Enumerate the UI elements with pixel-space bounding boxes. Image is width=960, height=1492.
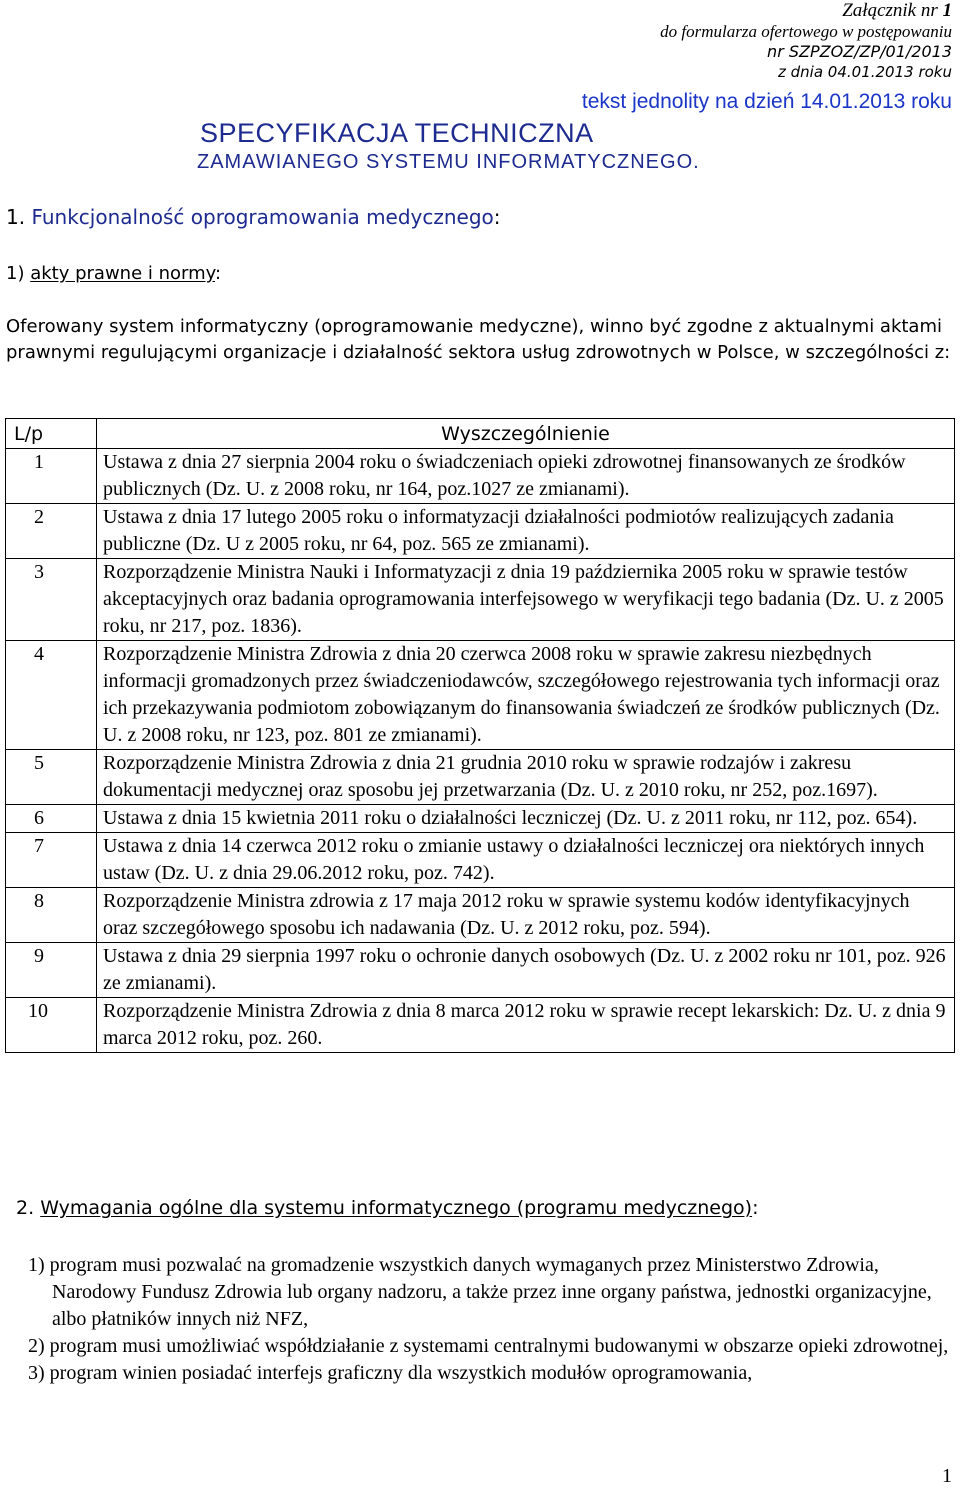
row-text: Ustawa z dnia 27 sierpnia 2004 roku o świadczeniach opieki zdrowotnej finansowanych ze środków publicznych (Dz. U. z 2008 roku, nr 164, poz.1027 ze zmianami). [97,449,955,504]
section1-colon: : [493,205,501,229]
subheading-colon: : [215,263,222,284]
row-text: Ustawa z dnia 17 lutego 2005 roku o informatyzacji działalności podmiotów realizujących zadania publiczne (Dz. U z 2005 roku, nr 64, poz. 565 ze zmianami). [97,504,955,559]
table-row [6,805,955,833]
section1-intro: Oferowany system informatyczny (oprogramowanie medyczne), winno być zgodne z aktualnymi aktami prawnymi regulującymi organizacje i działalność sektora usług zdrowotnych w Polsce, w szczególności z: [6,316,951,363]
list-item: 1) program musi pozwalać na gromadzenie wszystkich danych wymaganych przez Ministerstwo Zdrowia, Narodowy Fundusz Zdrowia lub organy nadzoru, a także przez inne organy państwa, jednostki organizacyjne, albo płatników innych niż NFZ, [28,1254,932,1330]
section1-heading [6,205,501,229]
table-row [6,449,955,504]
row-number: 6 [6,805,97,833]
row-number: 10 [6,998,97,1053]
row-text: Rozporządzenie Ministra Nauki i Informatyzacji z dnia 19 października 2005 roku w sprawie testów akceptacyjnych oraz badania oprogramowania interfejsowego w weryfikacji tego badania (Dz. U. z 2005 roku, nr 217, poz. 1836). [97,559,955,641]
row-text: Ustawa z dnia 14 czerwca 2012 roku o zmianie ustawy o działalności leczniczej ora niektórych innych ustaw (Dz. U. z dnia 29.06.2012 roku, poz. 742). [97,833,955,888]
table-row [6,998,955,1053]
row-text: Rozporządzenie Ministra Zdrowia z dnia 21 grudnia 2010 roku w sprawie rodzajów i zakresu dokumentacji medycznej oraz sposobu jej przetwarzania (Dz. U. z 2010 roku, nr 252, poz.1697). [97,750,955,805]
section2-heading [16,1197,758,1219]
column-header-lp: L/p [6,419,97,449]
annex-line2: do formularza ofertowego w postępowaniu [660,22,952,41]
row-number: 1 [6,449,97,504]
annex-number: 1 [942,0,952,21]
page-number: 1 [942,1465,952,1487]
section1-number: 1. [6,205,26,229]
row-number: 3 [6,559,97,641]
section2-title: Wymagania ogólne dla systemu informatycznego (programu medycznego) [40,1197,753,1219]
annex-header [660,0,952,82]
list-item: 2) program musi umożliwiać współdziałanie z systemami centralnymi budowanymi w obszarze opieki zdrowotnej, [28,1335,949,1357]
section1-title: Funkcjonalność oprogramowania medycznego [31,205,494,229]
table-header-row [6,419,955,449]
table-row [6,504,955,559]
row-text: Ustawa z dnia 29 sierpnia 1997 roku o ochronie danych osobowych (Dz. U. z 2002 roku nr 101, poz. 926 ze zmianami). [97,943,955,998]
table-row [6,943,955,998]
doc-title-line1: SPECYFIKACJA TECHNICZNA [200,118,594,148]
table-row [6,833,955,888]
row-text: Rozporządzenie Ministra Zdrowia z dnia 8 marca 2012 roku w sprawie recept lekarskich: Dz. U. z dnia 9 marca 2012 roku, poz. 260. [97,998,955,1053]
requirements-list [28,1252,953,1387]
row-text: Rozporządzenie Ministra Zdrowia z dnia 20 czerwca 2008 roku w sprawie zakresu niezbędnych informacji gromadzonych przez świadczeniodawców, szczegółowego rejestrowania tych informacji oraz ich przekazywania podmiotom zobowiązanym do finansowania świadczeń ze środków publicznych (Dz. U. z 2008 roku, nr 123, poz. 801 ze zmianami). [97,641,955,750]
row-text: Rozporządzenie Ministra zdrowia z 17 maja 2012 roku w sprawie systemu kodów identyfikacyjnych oraz szczegółowego sposobu ich nadawania (Dz. U. z 2012 roku, poz. 594). [97,888,955,943]
row-number: 2 [6,504,97,559]
section2-number: 2. [16,1197,35,1219]
column-header-description: Wyszczególnienie [97,419,955,449]
table-row [6,641,955,750]
row-number: 5 [6,750,97,805]
table-row [6,559,955,641]
subheading-number: 1) [6,263,25,284]
row-number: 9 [6,943,97,998]
list-item: 3) program winien posiadać interfejs graficzny dla wszystkich modułów oprogramowania, [28,1362,753,1384]
row-number: 4 [6,641,97,750]
section1-subheading [6,263,221,284]
table-row [6,888,955,943]
legal-acts-table [5,418,955,1053]
subheading-title: akty prawne i normy [30,263,215,284]
row-number: 8 [6,888,97,943]
annex-prefix: Załącznik nr [842,0,938,21]
row-number: 7 [6,833,97,888]
section2-colon: : [752,1197,759,1219]
unified-text-note: tekst jednolity na dzień 14.01.2013 roku [581,90,952,113]
annex-line4: z dnia 04.01.2013 roku [778,63,952,81]
doc-title-line2: ZAMAWIANEGO SYSTEMU INFORMATYCZNEGO. [197,151,700,173]
annex-title [660,0,952,22]
row-text: Ustawa z dnia 15 kwietnia 2011 roku o działalności leczniczej (Dz. U. z 2011 roku, nr 112, poz. 654). [97,805,955,833]
annex-line3: nr SZPZOZ/ZP/01/2013 [767,42,952,61]
table-row [6,750,955,805]
